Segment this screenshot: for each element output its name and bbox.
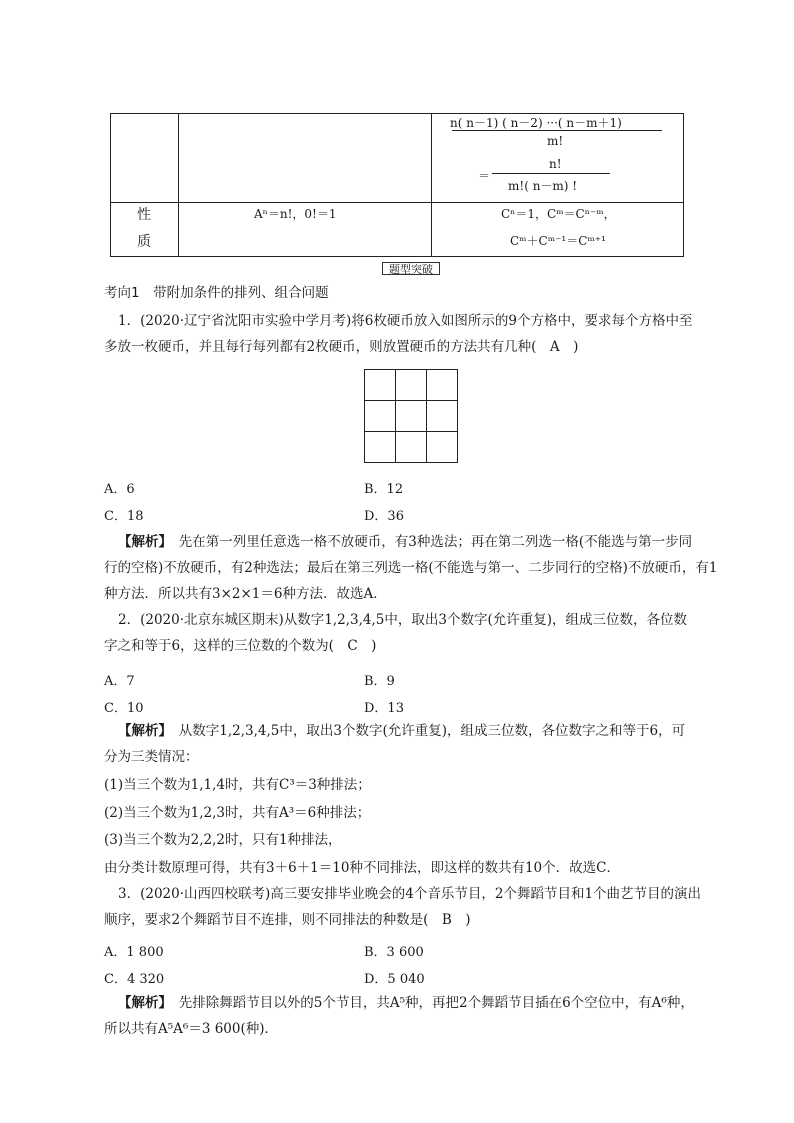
perm-property: Aⁿ＝n!，0!＝1 [254,207,337,221]
analysis-text: 先排除舞蹈节目以外的5个节目，共A⁵种，再把2个舞蹈节目插在6个空位中，有A⁶种， [165,995,694,1011]
q2-analysis-2: 分为三类情况： [104,749,199,765]
formula-numerator: n( n－1) ( n－2) ···( n－m＋1) [450,116,622,130]
q2-option-a: A．7 [104,674,135,689]
q3-option-a: A．1 800 [104,945,164,960]
formula2-numerator: n! [549,157,562,171]
formula-denominator: m! [547,134,564,148]
analysis-label: 【解析】 [118,995,166,1011]
q2-conclusion: 由分类计数原理可得，共有3＋6＋1＝10种不同排法，即这样的数共有10个．故选C． [104,860,620,876]
q2-line1: 2．(2020·北京东城区期末)从数字1,2,3,4,5中，取出3个数字(允许重复)，组成三位数，各位数 [118,612,688,628]
q1-option-d: D．36 [364,509,404,524]
q1-line1: 1．(2020·辽宁省沈阳市实验中学月考)将6枚硬币放入如图所示的9个方格中，要求每个方格中至 [118,313,693,329]
table-divider [178,114,179,256]
analysis-text: 先在第一列里任意选一格不放硬币，有3种选法；再在第二列选一格(不能选与第一步同 [165,534,693,550]
q3-line2: 顺序，要求2个舞蹈节目不连排，则不同排法的种数是( B ) [104,912,471,928]
q1-line2: 多放一枚硬币，并且每行每列都有2枚硬币，则放置硬币的方法共有几种( A ) [104,339,579,355]
q3-line1: 3．(2020·山西四校联考)高三要安排毕业晚会的4个音乐节目，2个舞蹈节目和1个曲艺节目的演出 [118,886,702,902]
row-header-2: 质 [137,234,151,250]
grid-line [426,370,427,462]
coin-grid [364,369,458,463]
q1-option-a: A．6 [104,482,135,497]
q1-analysis-1 [118,529,708,555]
q2-case-3: (3)当三个数为2,2,2时，只有1种排法， [104,832,342,848]
q1-analysis-3: 种方法．所以共有3×2×1＝6种方法．故选A． [104,586,387,602]
table-divider [431,114,432,256]
section-title: 考向1 带附加条件的排列、组合问题 [104,285,329,301]
grid-line [365,431,457,432]
grid-line [395,370,396,462]
fraction-line [492,173,610,174]
q3-option-c: C．4 320 [104,972,165,987]
section-banner: 题型突破 [382,262,440,275]
q3-option-b: B．3 600 [364,945,424,960]
q3-analysis-1 [118,990,708,1016]
q2-option-c: C．10 [104,701,144,716]
fraction-line [452,130,662,131]
q3-analysis-2: 所以共有A⁵A⁶＝3 600(种)． [104,1021,279,1037]
analysis-label: 【解析】 [118,534,166,550]
q2-line2: 字之和等于6，这样的三位数的个数为( C ) [104,638,377,654]
q2-case-1: (1)当三个数为1,1,4时，共有C³＝3种排法； [104,777,371,793]
q2-case-2: (2)当三个数为1,2,3时，共有A³＝6种排法； [104,805,371,821]
analysis-text: 从数字1,2,3,4,5中，取出3个数字(允许重复)，组成三位数，各位数字之和等于6，可 [165,723,686,739]
q2-analysis-1 [118,718,708,744]
formula-eq: ＝ [478,169,491,183]
q2-option-b: B．9 [364,674,395,689]
comb-property-1: Cⁿ＝1，Cᵐ＝Cⁿ⁻ᵐ， [501,207,616,221]
analysis-label: 【解析】 [118,723,166,739]
row-header-1: 性 [137,207,151,223]
q1-option-c: C．18 [104,509,144,524]
table-divider [111,202,683,203]
q3-option-d: D．5 040 [364,972,425,987]
q2-option-d: D．13 [364,701,404,716]
comb-property-2: Cᵐ＋Cᵐ⁻¹＝Cᵐ⁺¹ [510,234,606,248]
formula2-denominator: m!( n－m) ! [508,179,578,193]
grid-line [365,400,457,401]
q1-option-b: B．12 [364,482,404,497]
q1-analysis-2: 行的空格)不放硬币，有2种选法；最后在第三列选一格(不能选与第一、二步同行的空格)不放硬币，有1 [104,560,718,576]
